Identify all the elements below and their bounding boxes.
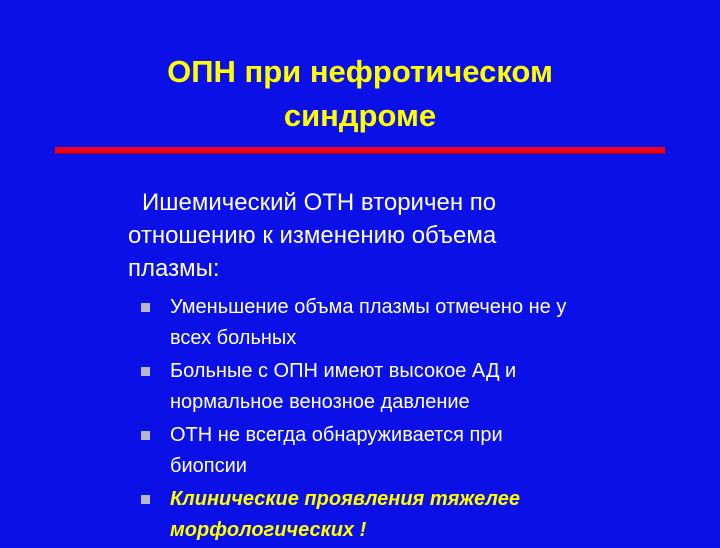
- intro-line-3: плазмы:: [128, 255, 220, 282]
- bullet-item-emphasis: [140, 484, 700, 546]
- bullet-line: морфологических !: [170, 519, 367, 541]
- bullet-line: ОТН не всегда обнаруживается при: [170, 424, 503, 446]
- intro-line-2: отношению к изменению объема: [128, 222, 497, 249]
- intro-text: [128, 186, 598, 285]
- bullet-item: [140, 356, 700, 418]
- square-bullet-icon: [141, 303, 150, 312]
- square-bullet-icon: [141, 431, 150, 440]
- title-divider: [55, 147, 665, 153]
- bullet-line: биопсии: [170, 455, 247, 477]
- bullet-list: [140, 292, 700, 548]
- square-bullet-icon: [141, 495, 150, 504]
- slide-title: [0, 50, 720, 138]
- bullet-line: всех больных: [170, 327, 297, 349]
- title-line-1: ОПН при нефротическом: [167, 54, 553, 89]
- square-bullet-icon: [141, 367, 150, 376]
- title-line-2: синдроме: [283, 98, 437, 133]
- bullet-line: нормальное венозное давление: [170, 391, 470, 413]
- bullet-line: Больные с ОПН имеют высокое АД и: [170, 360, 517, 382]
- bullet-item: [140, 420, 700, 482]
- bullet-line: Уменьшение объма плазмы отмечено не у: [170, 296, 567, 318]
- intro-line-1: Ишемический ОТН вторичен по: [142, 189, 497, 216]
- bullet-item: [140, 292, 700, 354]
- bullet-line: Клинические проявления тяжелее: [170, 488, 520, 510]
